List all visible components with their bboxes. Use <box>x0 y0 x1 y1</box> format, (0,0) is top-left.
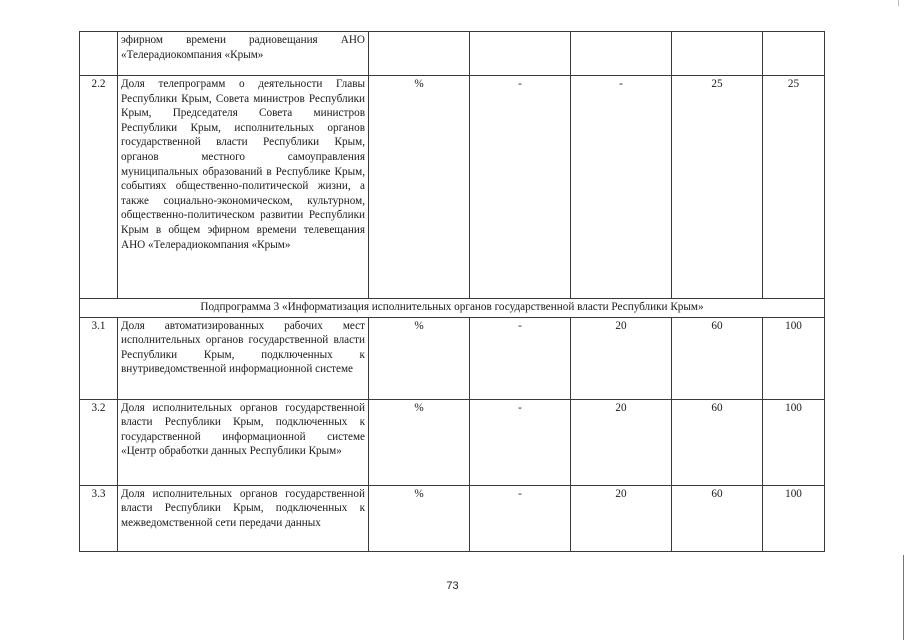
value-cell: 100 <box>763 485 825 551</box>
value-cell: - <box>571 76 672 299</box>
value-cell: - <box>470 485 571 551</box>
unit-cell <box>369 32 470 76</box>
indicator-description: Доля телепрограмм о деятельности Главы Республики Крым, Совета министров Республики Крым, Председателя Совета министров Республики Крым, исполнительных органов государственной власти Республики Крым, органов местного самоуправления муниципальных образований в Республике Крым, событиях общественно-политической жизни, а также социально-экономическом, культурном, общественно-политическом развитии Республики Крым в общем эфирном времени телевещания АНО «Телерадиокомпания «Крым» <box>118 76 369 299</box>
indicators-table <box>79 31 825 552</box>
value-cell: - <box>470 317 571 399</box>
table-row <box>80 317 825 399</box>
subprogram-title: Подпрограмма 3 «Информатизация исполнительных органов государственной власти Республики Крым» <box>80 299 825 318</box>
table-row <box>80 32 825 76</box>
value-cell: 20 <box>571 485 672 551</box>
indicator-description: Доля автоматизированных рабочих мест исполнительных органов государственной власти Республики Крым, подключенных к внутриведомственной информационной системе <box>118 317 369 399</box>
value-cell: 20 <box>571 317 672 399</box>
unit-cell: % <box>369 399 470 485</box>
table-row <box>80 76 825 299</box>
unit-cell: % <box>369 485 470 551</box>
indicator-description: Доля исполнительных органов государственной власти Республики Крым, подключенных к межведомственной сети передачи данных <box>118 485 369 551</box>
indicator-description: эфирном времени радиовещания АНО «Телерадиокомпания «Крым» <box>118 32 369 76</box>
value-cell: 100 <box>763 399 825 485</box>
value-cell: 60 <box>672 317 763 399</box>
value-cell: 20 <box>571 399 672 485</box>
page-number: 73 <box>446 580 459 592</box>
unit-cell: % <box>369 317 470 399</box>
row-number: 3.3 <box>80 485 118 551</box>
row-number <box>80 32 118 76</box>
value-cell: - <box>470 76 571 299</box>
value-cell: 60 <box>672 399 763 485</box>
value-cell: - <box>470 399 571 485</box>
value-cell: 25 <box>763 76 825 299</box>
row-number: 3.2 <box>80 399 118 485</box>
row-number: 3.1 <box>80 317 118 399</box>
scan-edge-tick <box>898 0 899 6</box>
value-cell: 60 <box>672 485 763 551</box>
scan-edge-line <box>903 555 904 640</box>
row-number: 2.2 <box>80 76 118 299</box>
indicator-description: Доля исполнительных органов государственной власти Республики Крым, подключенных к государственной информационной системе «Центр обработки данных Республики Крым» <box>118 399 369 485</box>
table-row <box>80 399 825 485</box>
value-cell: 25 <box>672 76 763 299</box>
unit-cell: % <box>369 76 470 299</box>
value-cell: 100 <box>763 317 825 399</box>
value-cell <box>763 32 825 76</box>
value-cell <box>470 32 571 76</box>
subprogram-row <box>80 299 825 318</box>
value-cell <box>672 32 763 76</box>
table-row <box>80 485 825 551</box>
value-cell <box>571 32 672 76</box>
